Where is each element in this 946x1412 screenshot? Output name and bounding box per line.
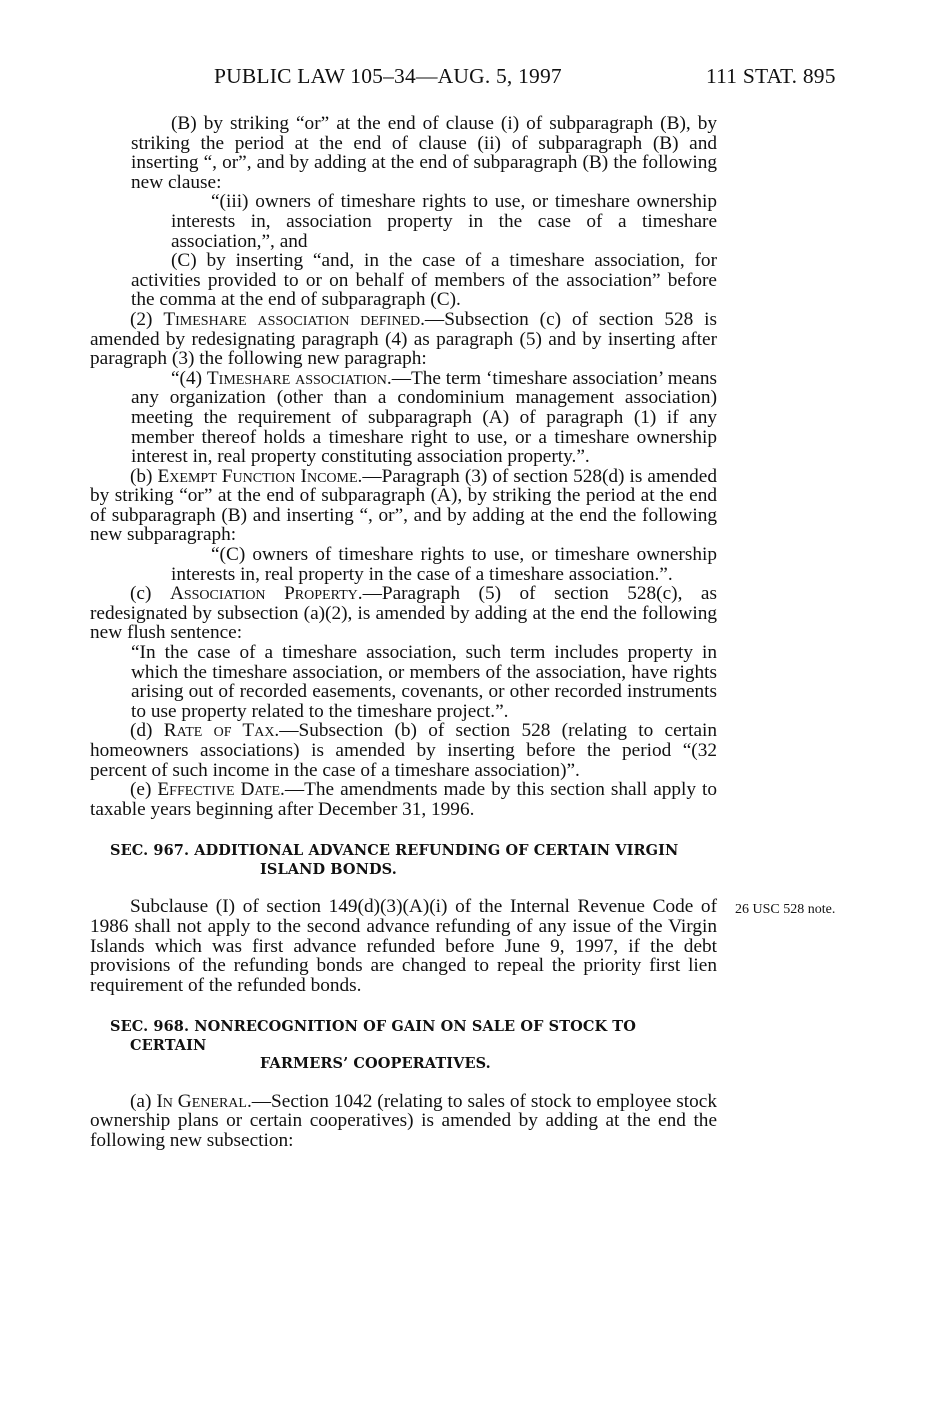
para-num: (e) <box>130 779 152 801</box>
clause-iii-text: “(iii) owners of timeshare rights to use, or timeshare ownership interests in, association property in the case of a timeshare association,”, and <box>171 191 717 252</box>
para-num: (b) <box>130 465 153 487</box>
para-heading: In General. <box>156 1090 252 1112</box>
paragraph-4-timeshare-association <box>90 369 717 467</box>
para-num: (a) <box>130 1090 152 1112</box>
para-heading: Association Property. <box>169 583 363 605</box>
para-text: —Subsection (c) of section 528 is amended by redesignating paragraph (4) as paragraph (5) and by inserting after paragraph (3) the following new paragraph: <box>90 308 717 370</box>
running-header-stat-page: 111 STAT. 895 <box>706 64 836 88</box>
section-heading-line-1: SEC. 967. ADDITIONAL ADVANCE REFUNDING OF CERTAIN VIRGIN <box>110 842 679 860</box>
section-968-subsection-a <box>90 1092 717 1151</box>
margin-note-usc-citation: 26 USC 528 note. <box>735 902 836 917</box>
subsection-b-exempt-function-income <box>90 467 717 545</box>
subparagraph-c-owners: “(C) owners of timeshare rights to use, or timeshare ownership interests in, real property in the case of a timeshare association.”. <box>171 544 717 585</box>
para-text: —Paragraph (5) of section 528(c), as redesignated by subsection (a)(2), is amended by adding at the end the following new flush sentence: <box>90 583 717 644</box>
para-num: (c) <box>130 583 152 605</box>
section-968-heading <box>90 1018 717 1074</box>
para-text: —Paragraph (3) of section 528(d) is amended by striking “or” at the end of subparagraph (A), by striking the period at the end of subparagraph (B) and inserting “, or”, and by adding at the end the following new subparagraph: <box>90 465 717 546</box>
section-heading-line-2: ISLAND BONDS. <box>260 860 397 878</box>
para-text: —Subsection (b) of section 528 (relating to certain homeowners associations) is amended by inserting before the period “(32 percent of such income in the case of a timeshare association)”. <box>90 720 717 781</box>
paragraph-c-inserting: (C) by inserting “and, in the case of a timeshare association, for activities provided to or on behalf of members of the association” before the comma at the end of subparagraph (C). <box>131 250 717 311</box>
section-967-text: Subclause (I) of section 149(d)(3)(A)(i) of the Internal Revenue Code of 1986 shall not apply to the second advance refunding of any issue of the Virgin Islands which was first advance refunded before June 9, 1997, if the debt provisions of the refunding bonds are changed to repeal the priority first lien requirement of the refunded bonds. <box>90 896 717 996</box>
para-num: (d) <box>130 720 153 742</box>
section-heading-line-1: SEC. 968. NONRECOGNITION OF GAIN ON SALE OF STOCK TO CERTAIN <box>110 1018 636 1054</box>
para-heading: Effective Date. <box>157 779 285 801</box>
subsection-d-rate-of-tax <box>90 721 717 780</box>
flush-sentence: “In the case of a timeshare association, such term includes property in which the timeshare association, or members of the association, have rights arising out of recorded easements, covenants, or other recorded instruments to use property related to the timeshare project.”. <box>131 642 717 722</box>
para-num: (2) <box>130 308 153 330</box>
para-num: “(4) <box>171 367 203 389</box>
section-967-heading <box>90 842 717 879</box>
para-text: —The term ‘timeshare association’ means any organization (other than a condominium management association) meeting the requirement of subparagraph (A) of paragraph (1) if any member thereof holds a timeshare right to use, or a timeshare ownership interest in, real property constituting association property.”. <box>131 367 717 468</box>
section-heading-line-2: FARMERS’ COOPERATIVES. <box>260 1055 491 1073</box>
para-text: —The amendments made by this section shall apply to taxable years beginning after December 31, 1996. <box>90 779 718 820</box>
page-body <box>90 114 717 1151</box>
paragraph-b-striking-or: (B) by striking “or” at the end of clause (i) of subparagraph (B), by striking the period at the end of clause (ii) of subparagraph (B) and inserting “, or”, and by adding at the end of subparagraph (B) the following new clause: <box>131 113 717 193</box>
para-heading: Timeshare association. <box>206 367 392 389</box>
para-heading: Rate of Tax. <box>163 720 280 742</box>
subsection-c-association-property <box>90 584 717 643</box>
subsection-2-timeshare-defined <box>90 310 717 369</box>
subsection-e-effective-date <box>90 780 717 819</box>
para-text: —Section 1042 (relating to sales of stock to employee stock ownership plans or certain cooperatives) is amended by adding at the end the following new subsection: <box>90 1090 717 1152</box>
para-heading: Timeshare association defined. <box>163 308 425 330</box>
running-header-title: PUBLIC LAW 105–34—AUG. 5, 1997 <box>214 64 562 88</box>
para-heading: Exempt Function Income. <box>157 465 363 487</box>
